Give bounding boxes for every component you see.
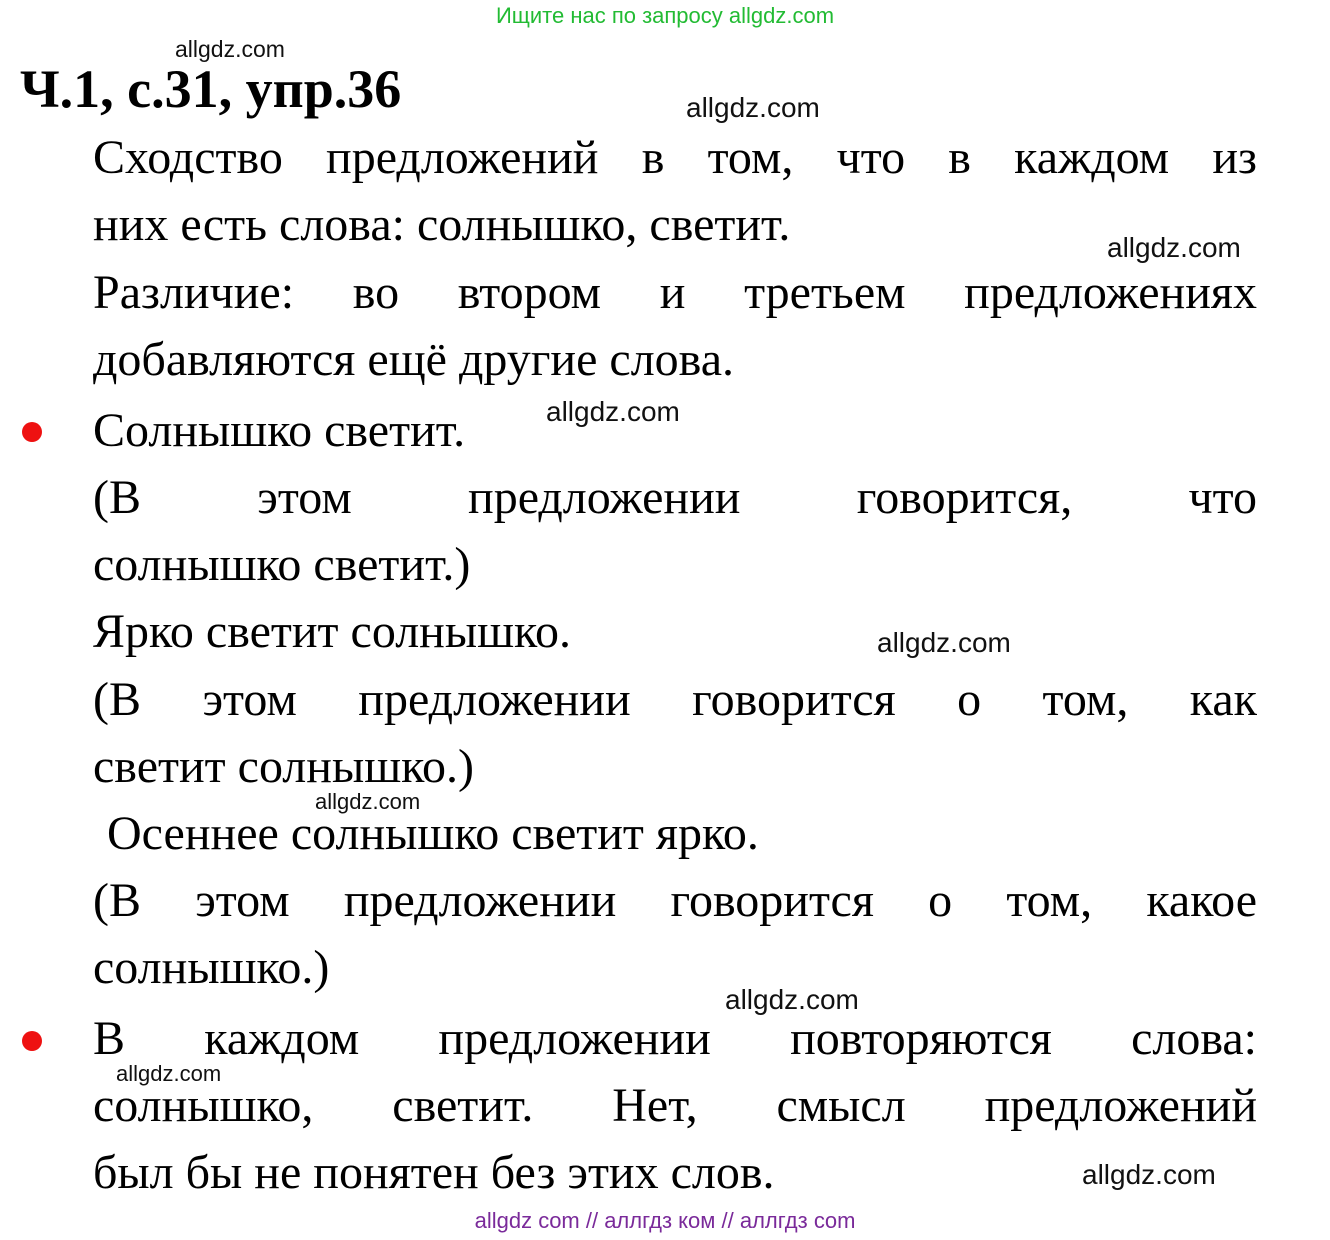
text-line: (В этом предложении говорится о том, как — [93, 673, 1257, 726]
bullet-icon — [22, 1031, 42, 1051]
top-banner: Ищите нас по запросу allgdz.com — [495, 3, 835, 28]
text-line: (В этом предложении говорится о том, какое — [93, 874, 1257, 927]
text-line: Солнышко светит. — [93, 404, 466, 457]
watermark: allgdz.com — [546, 396, 680, 427]
text-line: светит солнышко.) — [93, 740, 475, 793]
text-line: В каждом предложении повторяются слова: — [93, 1012, 1257, 1065]
text-line: Осеннее солнышко светит ярко. — [107, 807, 759, 860]
page-title: Ч.1, с.31, упр.36 — [20, 59, 402, 119]
watermark: allgdz.com — [315, 789, 421, 814]
text-line: Ярко светит солнышко. — [93, 605, 571, 658]
text-line: добавляются ещё другие слова. — [93, 333, 735, 386]
footer-watermark: allgdz com // аллгдз ком // аллгдз com — [474, 1208, 856, 1233]
text-line: них есть слова: солнышко, светит. — [93, 198, 791, 251]
watermark: allgdz.com — [877, 627, 1011, 658]
watermark: allgdz.com — [686, 92, 820, 123]
text-line: (В этом предложении говорится, что — [93, 471, 1257, 524]
watermark: allgdz.com — [175, 36, 285, 62]
text-line: Различие: во втором и третьем предложениях — [93, 266, 1257, 319]
text-line: был бы не понятен без этих слов. — [93, 1146, 775, 1199]
watermark: allgdz.com — [1082, 1159, 1216, 1190]
text-line: солнышко, светит. Нет, смысл предложений — [93, 1079, 1257, 1132]
text-line: солнышко.) — [93, 941, 330, 994]
bullet-icon — [22, 422, 42, 442]
text-line: Сходство предложений в том, что в каждом из — [93, 131, 1257, 184]
text-line: солнышко светит.) — [93, 538, 471, 591]
watermark: allgdz.com — [116, 1061, 222, 1086]
watermark: allgdz.com — [725, 984, 859, 1015]
watermark: allgdz.com — [1107, 232, 1241, 263]
